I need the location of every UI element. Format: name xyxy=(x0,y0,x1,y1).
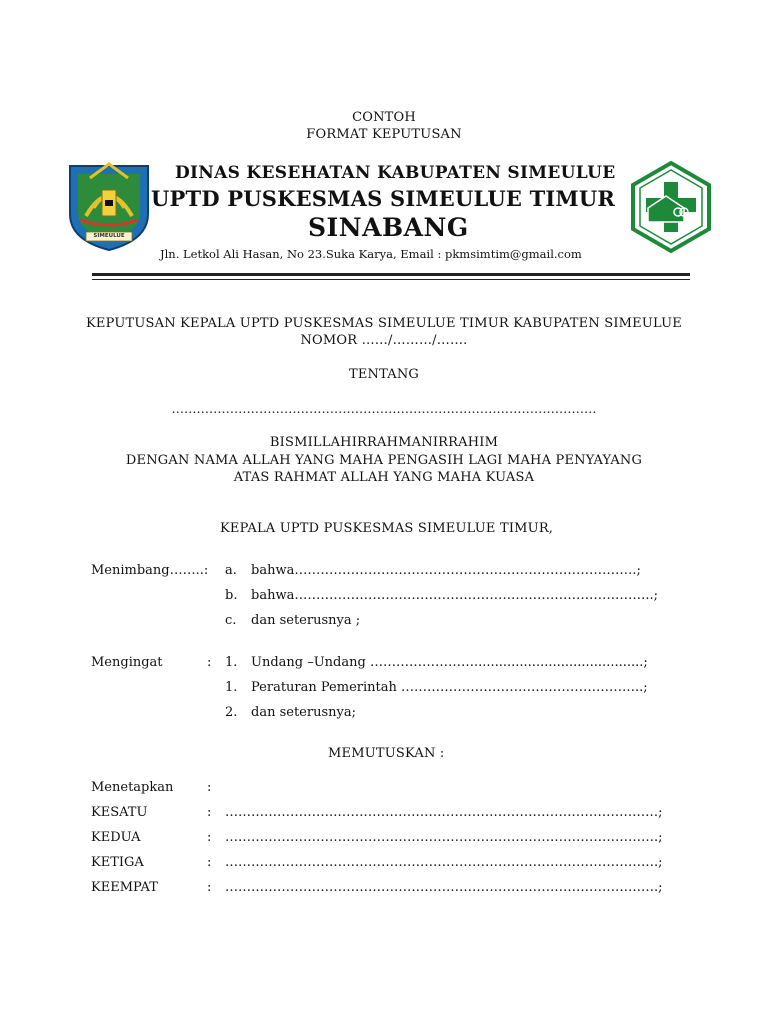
unit-name: UPTD PUSKESMAS SIMEULUE TIMUR xyxy=(151,186,616,211)
decree-number: NOMOR ……/………/……. xyxy=(300,333,468,348)
mengingat-marker-3: 2. xyxy=(225,705,238,720)
menimbang-label: Menimbang……..: xyxy=(91,563,209,578)
kedua-label: KEDUA xyxy=(91,830,141,845)
decree-title: KEPUTUSAN KEPALA UPTD PUSKESMAS SIMEULUE TIMUR KABUPATEN SIMEULUE xyxy=(86,316,682,331)
keempat-text: ……………………………………………………………………………………….; xyxy=(225,880,663,895)
about-label: TENTANG xyxy=(348,367,420,382)
kesatu-colon: : xyxy=(207,805,212,820)
agency-name: DINAS KESEHATAN KABUPATEN SIMEULUE xyxy=(175,163,616,183)
keempat-label: KEEMPAT xyxy=(91,880,158,895)
basmalah: BISMILLAHIRRAHMANIRRAHIM xyxy=(269,435,499,450)
memutuskan-heading: MEMUTUSKAN : xyxy=(328,746,445,761)
letterhead-rule-thick xyxy=(92,273,690,276)
puskesmas-logo xyxy=(630,160,712,254)
menimbang-marker-b: b. xyxy=(225,588,238,603)
authority-line: KEPALA UPTD PUSKESMAS SIMEULUE TIMUR, xyxy=(220,521,554,536)
preamble-line2: ATAS RAHMAT ALLAH YANG MAHA KUASA xyxy=(233,470,535,485)
caption-line2: FORMAT KEPUTUSAN xyxy=(306,127,462,142)
kedua-colon: : xyxy=(207,830,212,845)
crest-banner-text: SIMEULUE xyxy=(93,233,125,239)
mengingat-label: Mengingat xyxy=(91,655,163,670)
letterhead-rule-thin xyxy=(92,279,690,280)
kesatu-label: KESATU xyxy=(91,805,148,820)
menimbang-item-b: bahwa………………………………………………………………………..; xyxy=(251,588,658,603)
ketiga-label: KETIGA xyxy=(91,855,144,870)
menetapkan-label: Menetapkan xyxy=(91,780,174,795)
about-subject-placeholder: ………………………………………………………………………………………… xyxy=(171,401,597,416)
kesatu-text: …………………….…………………………………………………………………; xyxy=(225,805,663,820)
mengingat-marker-1: 1. xyxy=(225,655,238,670)
menimbang-item-c: dan seterusnya ; xyxy=(251,613,361,628)
mengingat-marker-2: 1. xyxy=(225,680,238,695)
mengingat-item-1: Undang –Undang …………………….........................................; xyxy=(251,655,648,670)
preamble-line1: DENGAN NAMA ALLAH YANG MAHA PENGASIH LAGI MAHA PENYAYANG xyxy=(125,453,643,468)
menimbang-marker-c: c. xyxy=(225,613,237,628)
mengingat-colon: : xyxy=(207,655,212,670)
mengingat-item-3: dan seterusnya; xyxy=(251,705,356,720)
menimbang-marker-a: a. xyxy=(225,563,237,578)
menetapkan-colon: : xyxy=(207,780,212,795)
kedua-text: ……………………………………………………………………………………….; xyxy=(225,830,663,845)
mengingat-item-2: Peraturan Pemerintah ………………………………………………..; xyxy=(251,680,648,695)
ketiga-colon: : xyxy=(207,855,212,870)
menimbang-item-a: bahwa…………………………………………………………………….; xyxy=(251,563,641,578)
caption-line1: CONTOH xyxy=(352,110,416,125)
ketiga-text: ……………………………………………………………………………………….; xyxy=(225,855,663,870)
keempat-colon: : xyxy=(207,880,212,895)
address-line: Jln. Letkol Ali Hasan, No 23.Suka Karya, Email : pkmsimtim@gmail.com xyxy=(160,247,582,261)
kabupaten-crest-logo xyxy=(64,156,154,252)
city-name: SINABANG xyxy=(308,213,469,242)
